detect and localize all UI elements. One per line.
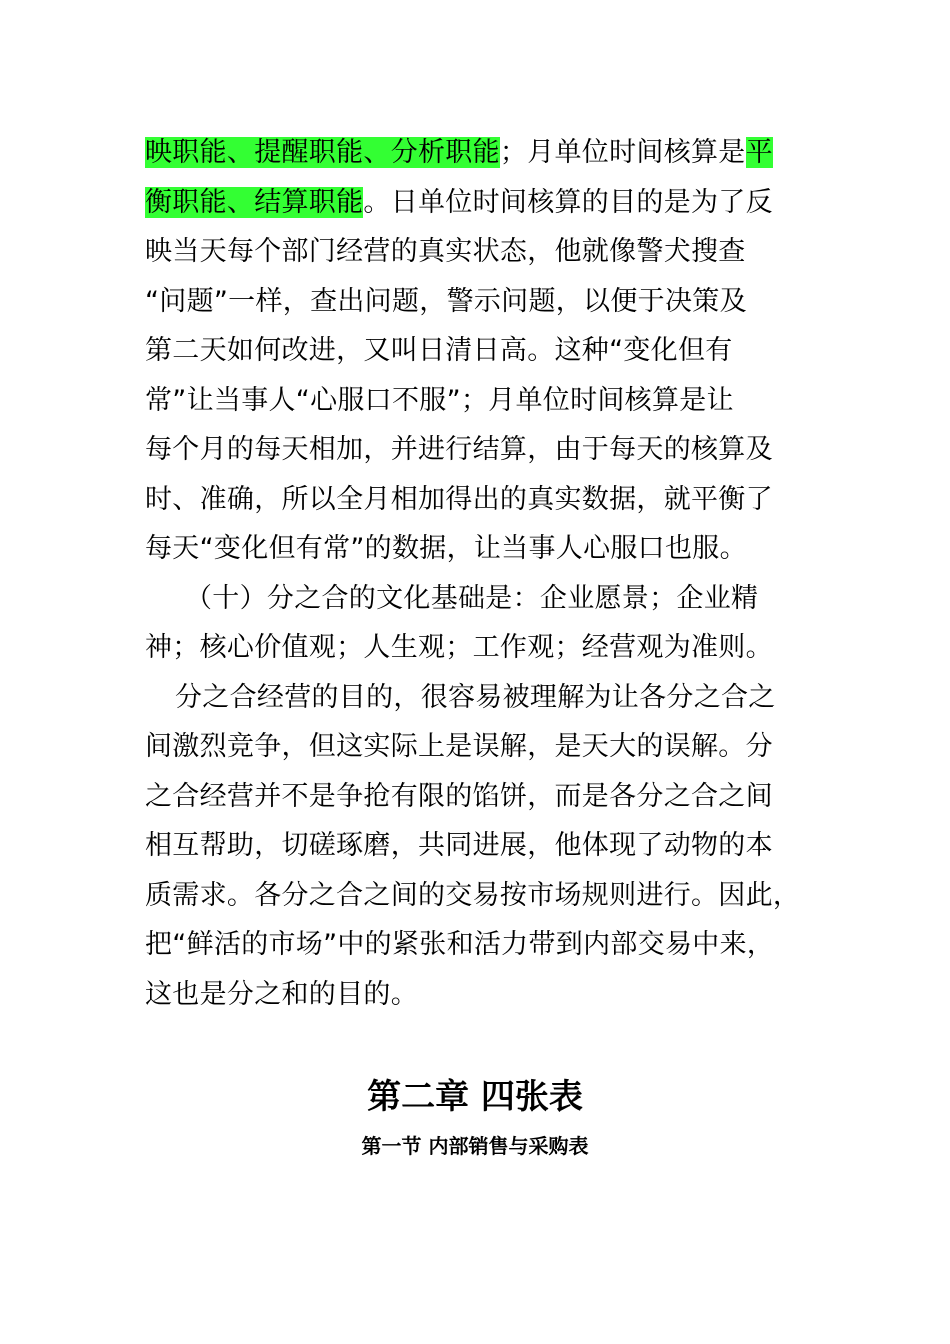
paragraph-line: 映当天每个部门经营的真实状态，他就像警犬搜查 [145,236,746,267]
paragraph-line: 每个月的每天相加，并进行结算，由于每天的核算及 [145,434,773,465]
paragraph-line: 质需求。各分之合之间的交易按市场规则进行。因此， [145,879,801,911]
body-text [145,128,810,1019]
paragraph-line [145,178,810,228]
paragraph-line: 相互帮助，切磋琢磨，共同进展，他体现了动物的本 [145,830,773,861]
section-title: 第一节 内部销售与采购表 [361,1134,589,1158]
paragraph-line: “问题”一样，查出问题，警示问题，以便于决策及 [145,285,747,317]
paragraph-line: 间激烈竞争，但这实际上是误解，是天大的误解。分 [145,731,773,762]
highlighted-text: 平 [745,137,773,168]
paragraph-line: 时、准确，所以全月相加得出的真实数据，就平衡了 [145,483,773,515]
paragraph-line: 常”让当事人“心服口不服”；月单位时间核算是让 [145,384,734,416]
paragraph-line: 每天“变化但有常”的数据，让当事人心服口也服。 [145,533,747,564]
paragraph-line: （十）分之合的文化基础是：企业愿景；企业精 [185,582,759,614]
paragraph-line: 这也是分之和的目的。 [145,978,418,1010]
text-run: ；月单位时间核算是 [499,137,746,168]
paragraph-line: 把“鲜活的市场”中的紧张和活力带到内部交易中来， [145,929,775,960]
paragraph-line: 第二天如何改进，又叫日清日高。这种“变化但有 [145,335,733,366]
paragraph-line [145,128,810,178]
highlighted-text: 映职能、提醒职能、分析职能 [145,137,500,168]
chapter-title: 第二章 四张表 [367,1077,583,1117]
paragraph-line: 分之合经营的目的，很容易被理解为让各分之合之 [175,681,776,713]
highlighted-text: 衡职能、结算职能 [145,186,364,218]
text-run: 。日单位时间核算的目的是为了反 [363,186,773,218]
paragraph-line: 之合经营并不是争抢有限的馅饼，而是各分之合之间 [145,780,773,812]
paragraph-line: 神；核心价值观；人生观；工作观；经营观为准则。 [145,632,773,663]
